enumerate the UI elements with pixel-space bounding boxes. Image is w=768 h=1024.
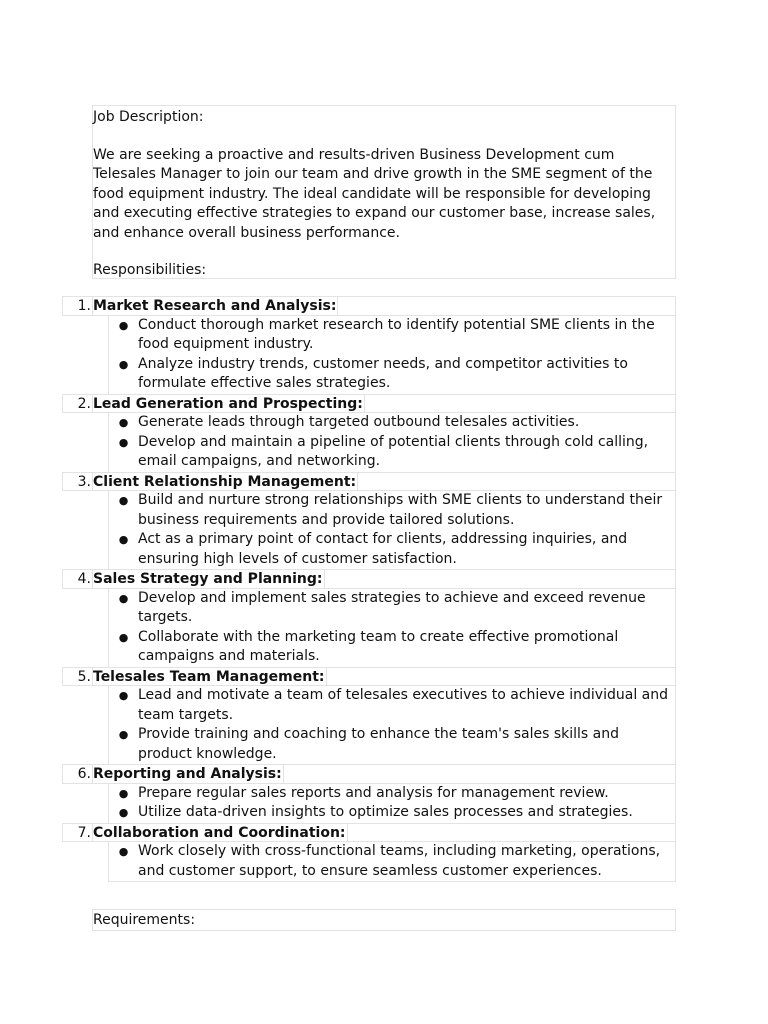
bullet-item <box>109 433 675 472</box>
responsibilities-list <box>62 297 676 882</box>
item-number: 4. <box>63 570 93 588</box>
bullet-text: Utilize data-driven insights to optimize sales processes and strategies. <box>138 804 633 820</box>
bullet-dot-icon: ● <box>118 435 129 449</box>
bullet-item <box>109 628 675 667</box>
item-number: 6. <box>63 765 93 783</box>
bullet-text: Analyze industry trends, customer needs, and competitor activities to formulate effective sales strategies. <box>138 355 628 391</box>
bullet-item <box>109 784 675 804</box>
list-item <box>62 394 676 414</box>
bullet-dot-icon: ● <box>118 630 129 644</box>
requirements-heading: Requirements: <box>93 912 196 928</box>
list-item <box>62 296 676 316</box>
bullet-item <box>109 803 675 823</box>
list-item <box>62 764 676 784</box>
bullet-text: Conduct thorough market research to identify potential SME clients in the food equipment industry. <box>138 316 655 352</box>
list-item <box>62 823 676 843</box>
bullet-item <box>109 355 675 394</box>
item-number: 3. <box>63 473 93 491</box>
item-title: Market Research and Analysis: <box>93 298 337 314</box>
bullet-list <box>108 315 676 395</box>
item-title: Sales Strategy and Planning: <box>93 571 323 587</box>
item-number: 5. <box>63 668 93 686</box>
bullet-dot-icon: ● <box>118 533 129 546</box>
intro-section <box>92 105 676 279</box>
bullet-item <box>109 316 675 355</box>
bullet-list <box>108 490 676 570</box>
item-title: Lead Generation and Prospecting: <box>93 395 363 412</box>
bullet-dot-icon: ● <box>118 728 129 741</box>
bullet-list <box>108 685 676 765</box>
item-title: Telesales Team Management: <box>93 668 325 685</box>
bullet-list <box>108 783 676 824</box>
bullet-item <box>109 530 675 569</box>
bullet-item <box>109 413 675 433</box>
list-item <box>62 569 676 589</box>
bullet-dot-icon: ● <box>118 806 129 819</box>
item-number: 1. <box>63 297 93 315</box>
bullet-list <box>108 841 676 882</box>
bullet-item <box>109 491 675 530</box>
bullet-text: Lead and motivate a team of telesales executives to achieve individual and team targets. <box>138 687 669 723</box>
item-title: Reporting and Analysis: <box>93 766 282 782</box>
list-item <box>62 667 676 687</box>
bullet-text: Prepare regular sales reports and analysis for management review. <box>138 784 609 801</box>
bullet-dot-icon: ● <box>118 357 129 371</box>
bullet-dot-icon: ● <box>118 416 129 429</box>
bullet-dot-icon: ● <box>118 689 129 702</box>
job-description-heading: Job Description: <box>93 109 204 125</box>
responsibilities-heading: Responsibilities: <box>93 262 207 278</box>
bullet-text: Generate leads through targeted outbound telesales activities. <box>138 414 580 430</box>
bullet-item <box>109 842 675 881</box>
bullet-text: Act as a primary point of contact for clients, addressing inquiries, and ensuring high levels of customer satisfaction. <box>138 531 628 567</box>
bullet-dot-icon: ● <box>118 591 129 605</box>
bullet-dot-icon: ● <box>118 786 129 800</box>
bullet-item <box>109 725 675 764</box>
bullet-text: Build and nurture strong relationships with SME clients to understand their business requirements and provide tailored solutions. <box>138 492 663 528</box>
bullet-list <box>108 412 676 473</box>
bullet-item <box>109 589 675 628</box>
bullet-item <box>109 686 675 725</box>
spacer <box>93 128 675 146</box>
bullet-dot-icon: ● <box>118 318 129 332</box>
item-title: Client Relationship Management: <box>93 473 357 490</box>
item-number: 2. <box>63 395 93 413</box>
item-title: Collaboration and Coordination: <box>93 824 346 841</box>
job-description-paragraph: We are seeking a proactive and results-driven Business Development cum Telesales Manager to join our team and drive growth in the SME segment of the food equipment industry. The ideal candidate will be responsible for developing and executing effective strategies to expand our customer base, increase sales, and enhance overall business performance. <box>93 146 656 241</box>
bullet-text: Develop and implement sales strategies to achieve and exceed revenue targets. <box>138 589 646 625</box>
bullet-text: Develop and maintain a pipeline of potential clients through cold calling, email campaigns, and networking. <box>138 433 649 469</box>
bullet-text: Work closely with cross-functional teams, including marketing, operations, and customer support, to ensure seamless customer experiences. <box>138 843 661 879</box>
item-number: 7. <box>63 824 93 842</box>
bullet-dot-icon: ● <box>118 845 129 858</box>
list-item <box>62 472 676 492</box>
bullet-list <box>108 588 676 668</box>
bullet-text: Provide training and coaching to enhance the team's sales skills and product knowledge. <box>138 726 620 762</box>
spacer <box>93 243 675 261</box>
requirements-section <box>92 909 676 931</box>
bullet-text: Collaborate with the marketing team to create effective promotional campaigns and materials. <box>138 628 619 664</box>
bullet-dot-icon: ● <box>118 494 129 507</box>
